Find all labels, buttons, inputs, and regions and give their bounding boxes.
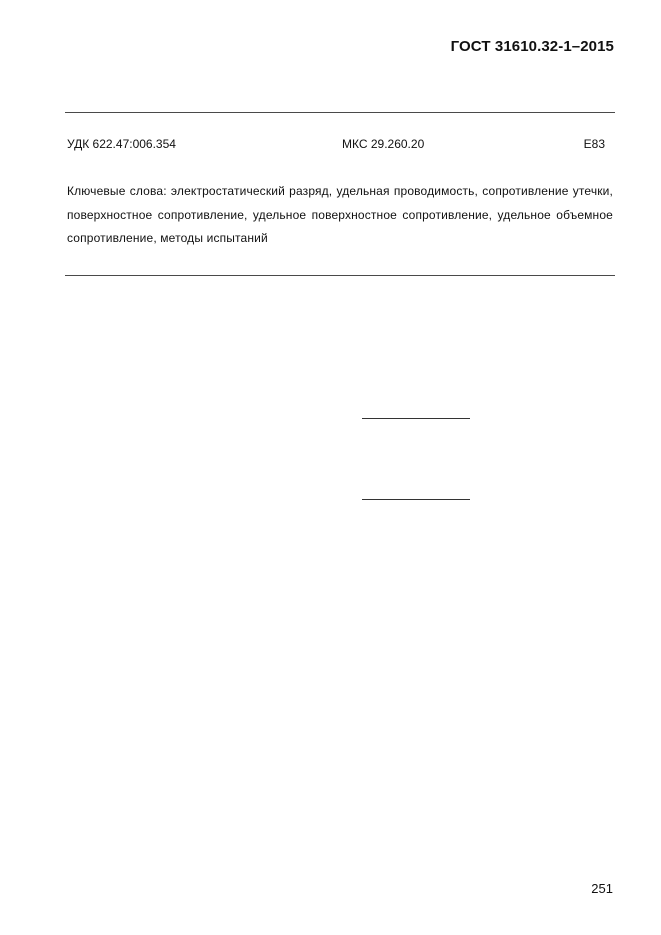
- standard-code: ГОСТ 31610.32-1–2015: [450, 38, 614, 55]
- classification-row: [67, 137, 605, 155]
- signature-line: [362, 418, 470, 419]
- page-number: 251: [591, 881, 613, 896]
- signature-line: [362, 499, 470, 500]
- mks-code: МКС 29.260.20: [342, 137, 425, 151]
- bottom-divider: [65, 275, 615, 276]
- top-divider: [65, 112, 615, 113]
- udk-code: УДК 622.47:006.354: [67, 137, 176, 151]
- keywords-paragraph: Ключевые слова: электростатический разряд, удельная проводимость, сопротивление утечки, поверхностное сопротивление, удельное поверхностное сопротивление, удельное объемное сопротивление, методы испытаний: [67, 184, 613, 245]
- okp-code: Е83: [583, 137, 605, 151]
